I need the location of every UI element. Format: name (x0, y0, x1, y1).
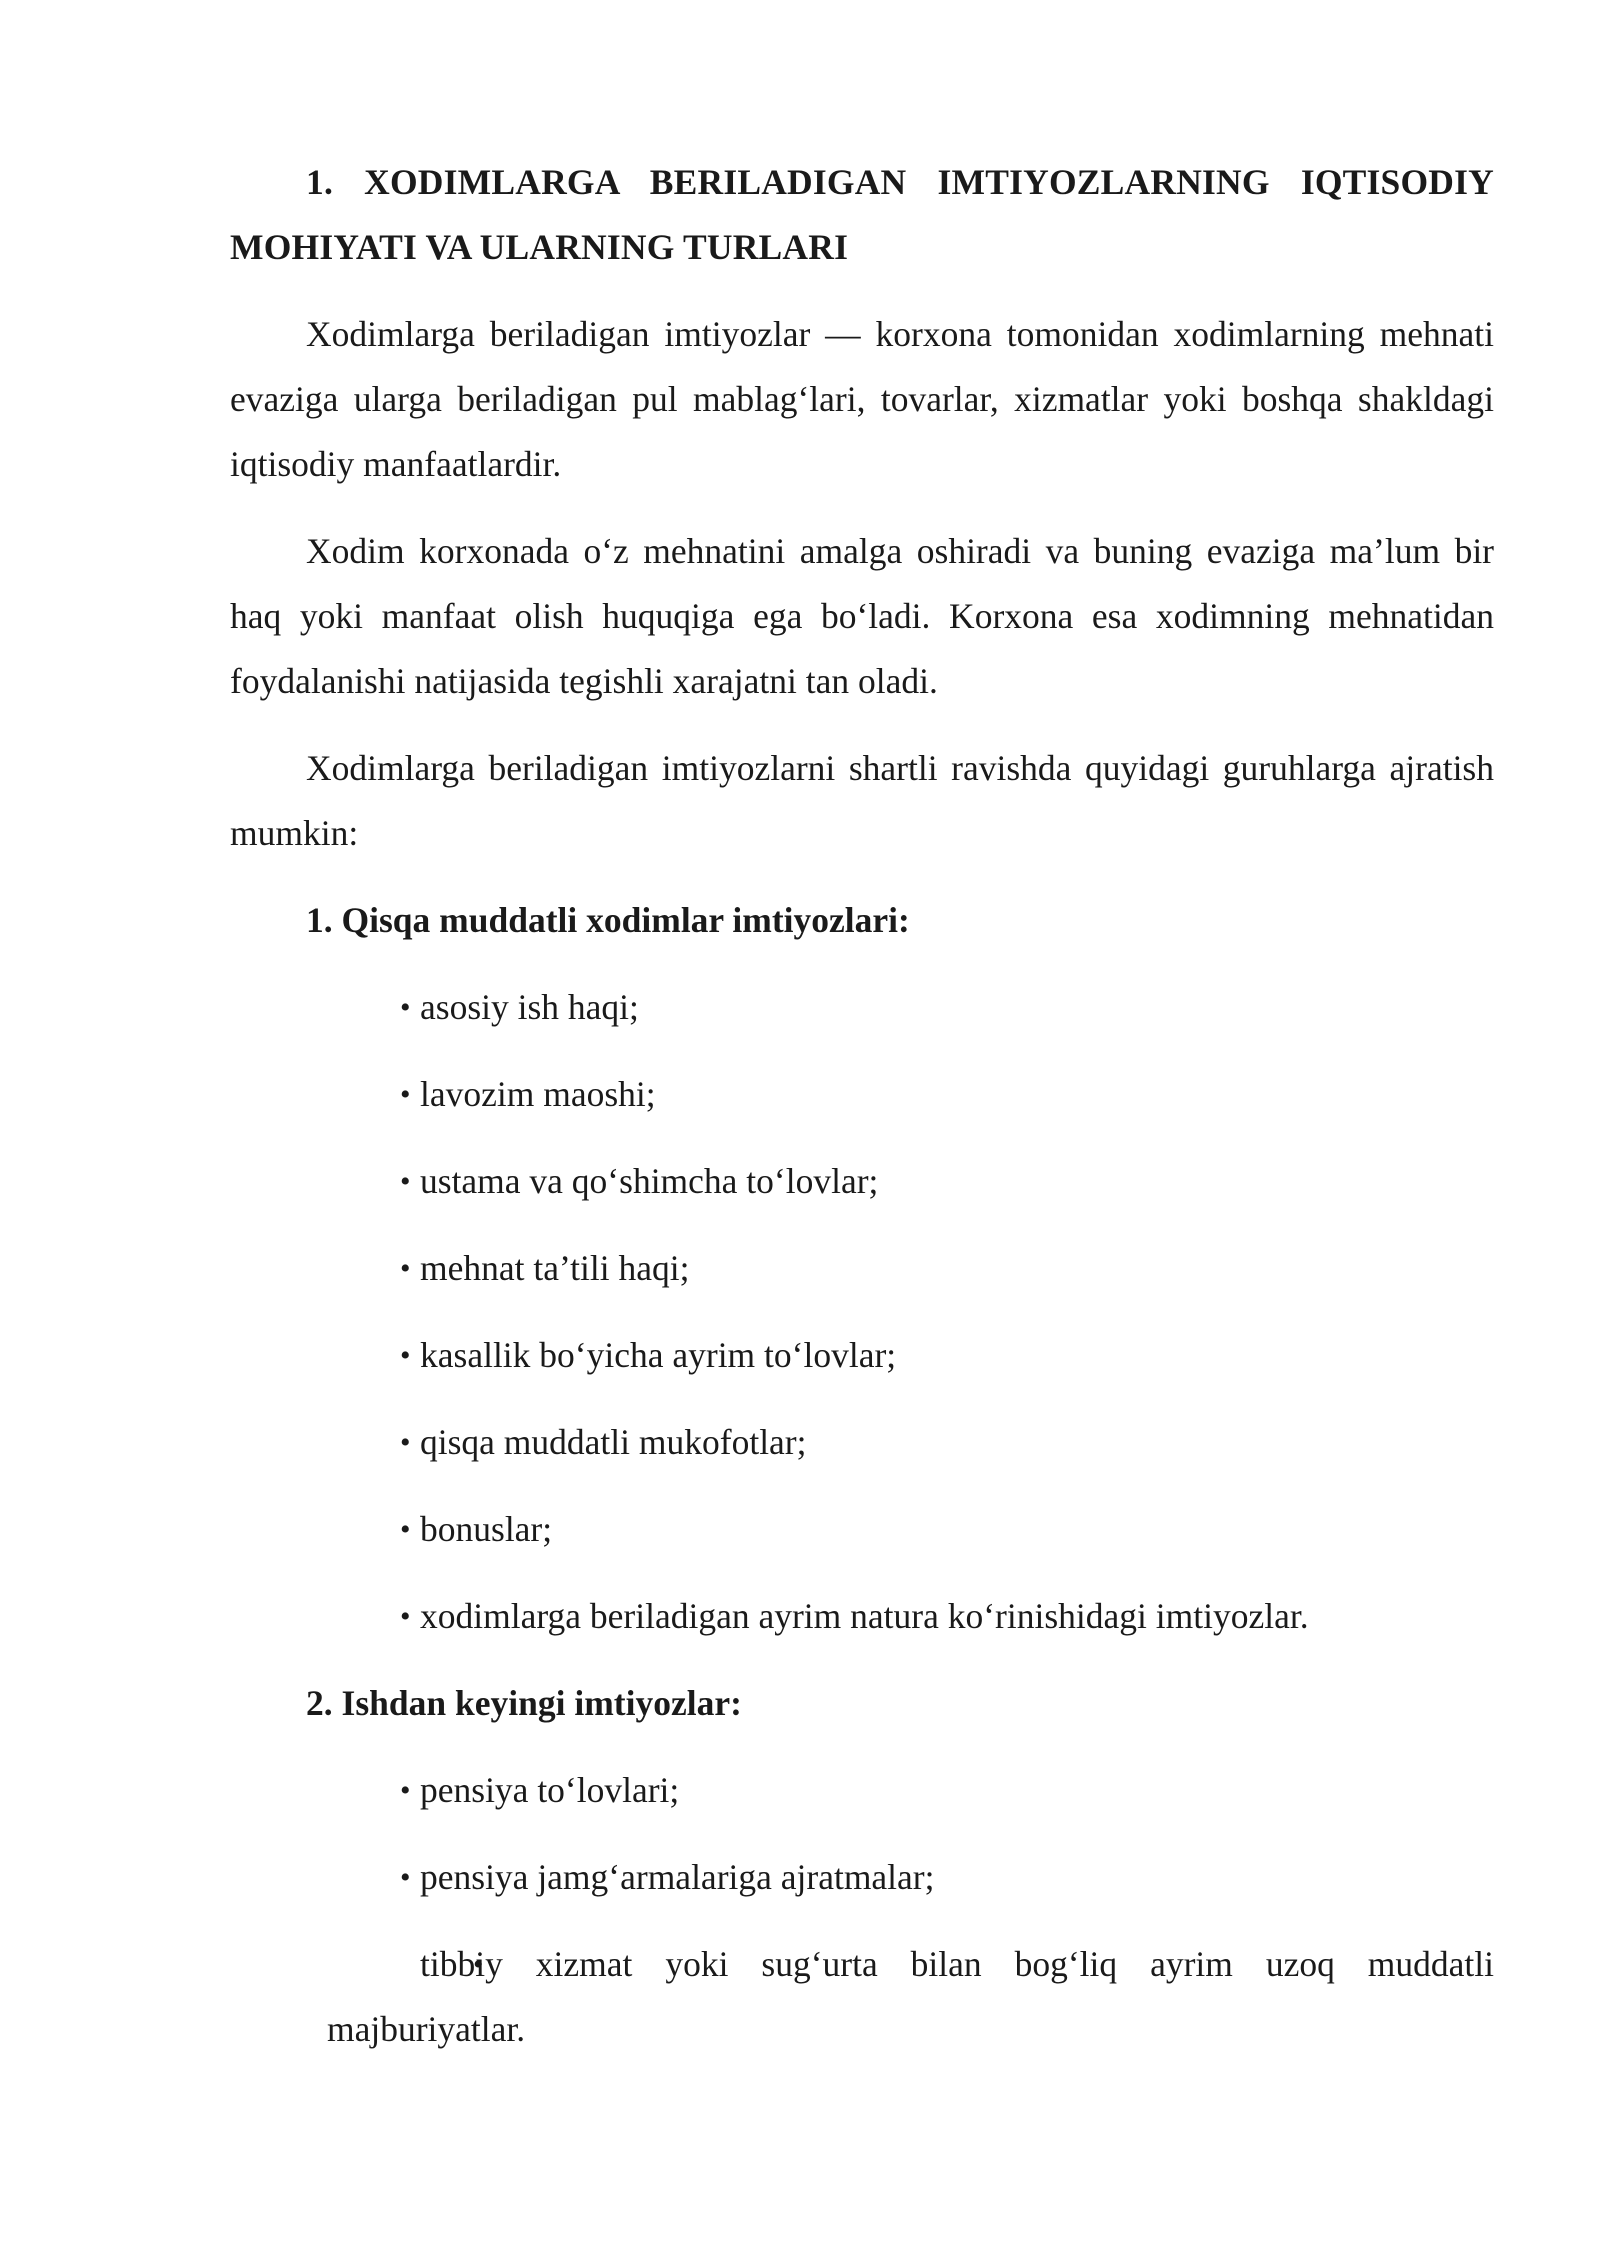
section-heading-short-term: 1. Qisqa muddatli xodimlar imtiyozlari: (306, 900, 910, 940)
document-title: 1. XODIMLARGA BERILADIGAN IMTIYOZLARNING IQTISODIY MOHIYATI VA ULARNING TURLARI (230, 162, 1494, 267)
list-item: • pensiya to‘lovlari; (230, 1758, 1494, 1823)
paragraph-employee-work: Xodim korxonada o‘z mehnatini amalga oshiradi va buning evaziga ma’lum bir haq yoki manfaat olish huquqiga ega bo‘ladi. Korxona esa xodimning mehnatidan foydalanishi natijasida tegishli xarajatni tan oladi. (230, 531, 1494, 701)
section-heading-post-employment: 2. Ishdan keyingi imtiyozlar: (306, 1683, 742, 1723)
list-item: • ustama va qo‘shimcha to‘lovlar; (230, 1149, 1494, 1214)
short-term-benefits-list (230, 975, 1494, 1649)
post-employment-benefits-list (230, 1758, 1494, 2062)
list-item: • kasallik bo‘yicha ayrim to‘lovlar; (230, 1323, 1494, 1388)
paragraph-groups-intro: Xodimlarga beriladigan imtiyozlarni shartli ravishda quyidagi guruhlarga ajratish mumkin: (230, 748, 1494, 853)
list-item: • asosiy ish haqi; (230, 975, 1494, 1040)
list-item: • pensiya jamg‘armalariga ajratmalar; (230, 1845, 1494, 1910)
list-item: • qisqa muddatli mukofotlar; (230, 1410, 1494, 1475)
list-item: • xodimlarga beriladigan ayrim natura ko‘rinishidagi imtiyozlar. (230, 1584, 1494, 1649)
list-item: • lavozim maoshi; (230, 1062, 1494, 1127)
list-item: • tibbiy xizmat yoki sug‘urta bilan bog‘liq ayrim uzoq muddatli majburiyatlar. (230, 1932, 1494, 2062)
document-page (230, 150, 1494, 2084)
paragraph-definition: Xodimlarga beriladigan imtiyozlar — korxona tomonidan xodimlarning mehnati evaziga ularga beriladigan pul mablag‘lari, tovarlar, xizmatlar yoki boshqa shakldagi iqtisodiy manfaatlardir. (230, 314, 1494, 484)
list-item: • mehnat ta’tili haqi; (230, 1236, 1494, 1301)
list-item: • bonuslar; (230, 1497, 1494, 1562)
